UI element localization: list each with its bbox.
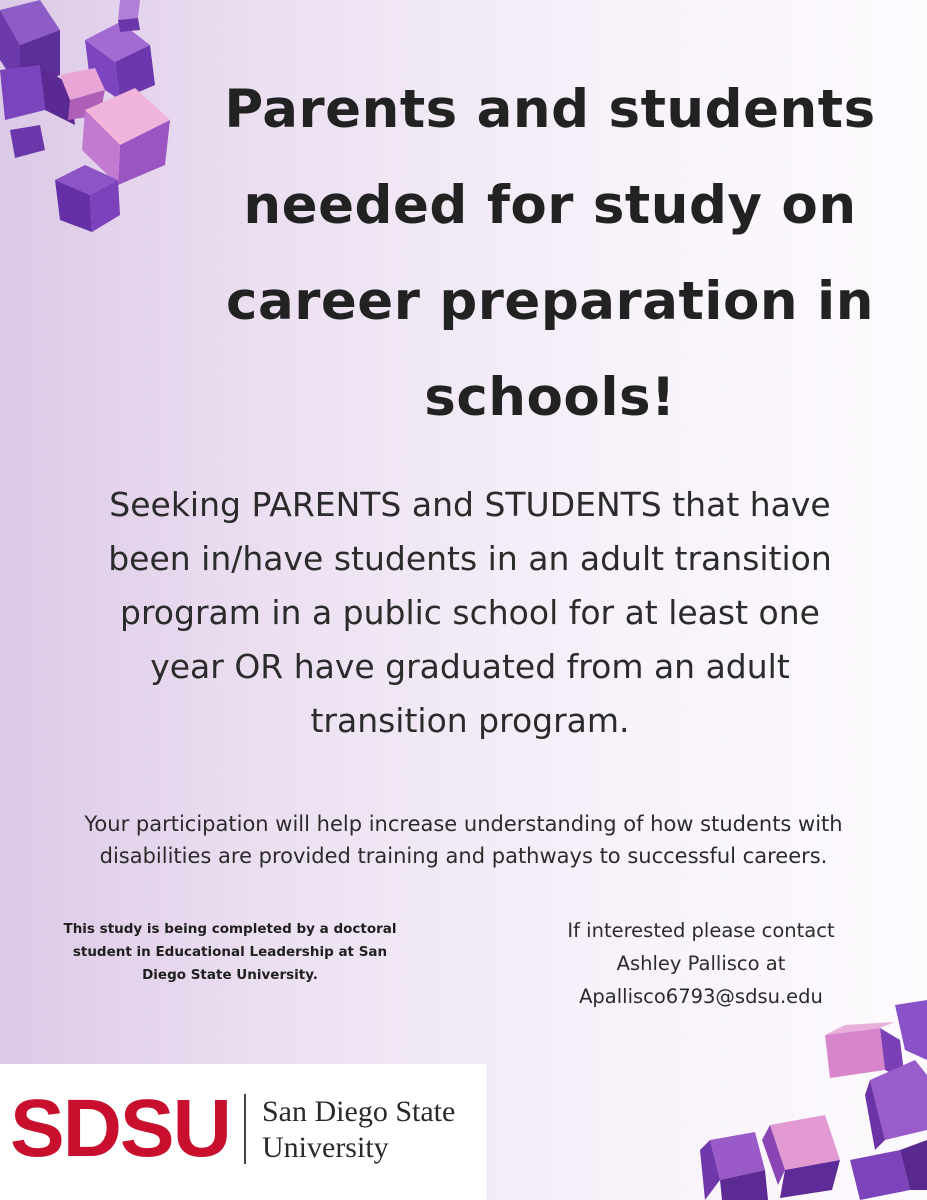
eligibility-line: Seeking PARENTS and STUDENTS that have bbox=[109, 485, 831, 524]
title-line: career preparation in bbox=[226, 271, 874, 332]
eligibility-line: been in/have students in an adult transition bbox=[108, 539, 832, 578]
decorative-cubes-top bbox=[0, 0, 190, 240]
logo-divider bbox=[244, 1094, 246, 1164]
sdsu-logo-mark: SDSU bbox=[10, 1083, 230, 1174]
eligibility-line: year OR have graduated from an adult bbox=[150, 647, 790, 686]
university-name bbox=[262, 1094, 455, 1166]
doctoral-note-line: student in Educational Leadership at San bbox=[72, 944, 388, 960]
contact-email: Apallisco6793@sdsu.edu bbox=[579, 985, 823, 1008]
contact-line: If interested please contact bbox=[567, 919, 835, 942]
doctoral-note-line: Diego State University. bbox=[142, 967, 318, 983]
title-line: schools! bbox=[424, 367, 676, 428]
title-line: needed for study on bbox=[243, 175, 857, 236]
participation-line: disabilities are provided training and pathways to successful careers. bbox=[99, 844, 828, 868]
title-line: Parents and students bbox=[224, 79, 876, 140]
participation-line: Your participation will help increase understanding of how students with bbox=[84, 812, 843, 836]
doctoral-note-line: This study is being completed by a doctoral bbox=[63, 921, 397, 937]
eligibility-line: program in a public school for at least one bbox=[120, 593, 820, 632]
contact-name: Ashley Pallisco at bbox=[616, 952, 786, 975]
eligibility-line: transition program. bbox=[310, 701, 630, 740]
decorative-cubes-bottom bbox=[700, 1000, 927, 1200]
sdsu-logo bbox=[0, 1064, 486, 1200]
university-name-line: University bbox=[262, 1131, 389, 1164]
eligibility-paragraph bbox=[30, 478, 910, 748]
doctoral-note bbox=[20, 918, 440, 987]
participation-paragraph bbox=[0, 808, 927, 872]
university-name-line: San Diego State bbox=[262, 1095, 456, 1128]
contact-info bbox=[520, 914, 882, 1013]
flyer-title bbox=[170, 62, 927, 446]
